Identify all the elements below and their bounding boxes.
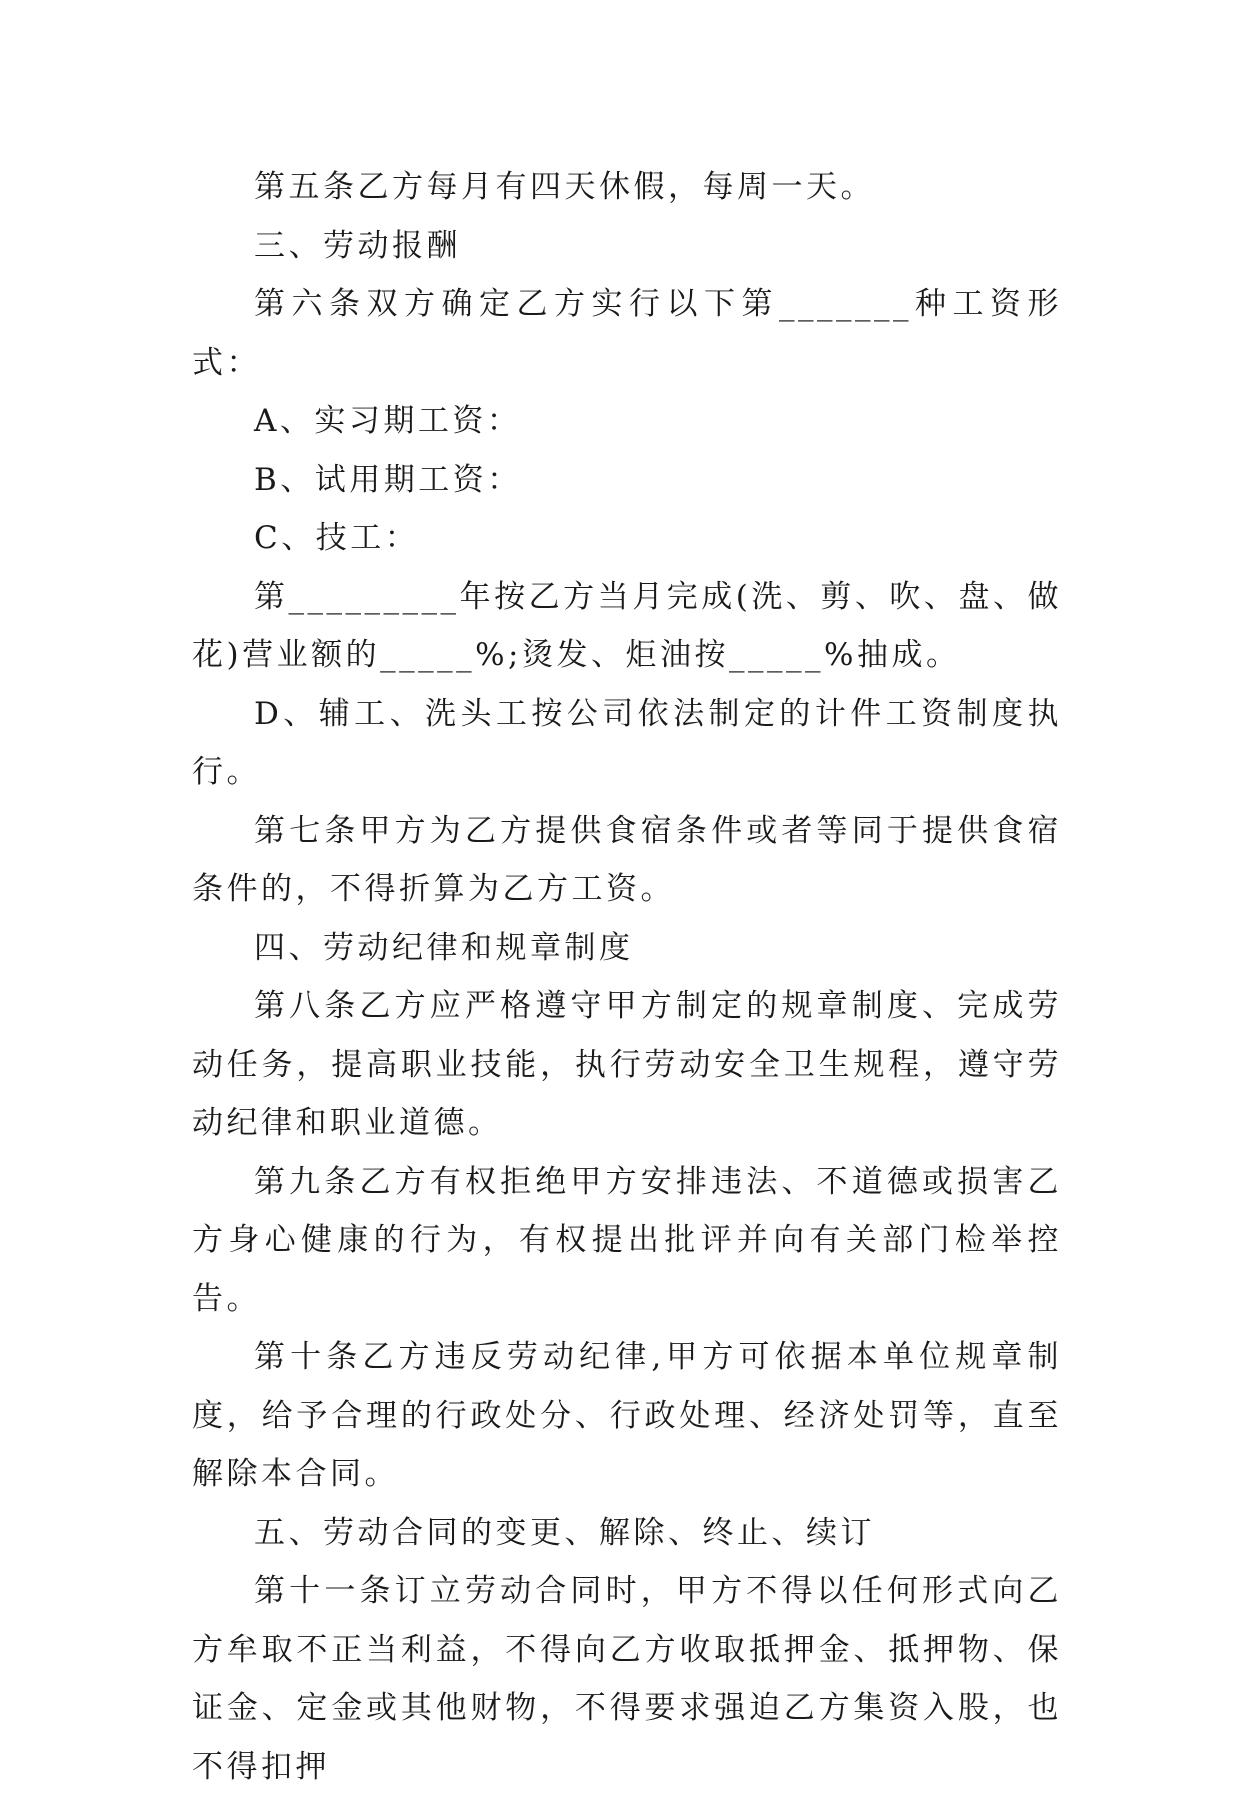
item-b-probation-wage: B、试用期工资： bbox=[254, 461, 522, 498]
section-heading-contract-changes: 五、劳动合同的变更、解除、终止、续订 bbox=[254, 1514, 875, 1551]
item-d-assistant: D、辅工、洗头工按公司依法制定的计件工资制度执行。 bbox=[192, 695, 1062, 790]
paragraph-commission: 第_________年按乙方当月完成(洗、剪、吹、盘、做花)营业额的_____%;烫发、炬油按_____%抽成。 bbox=[192, 578, 1062, 673]
item-c-technician: C、技工： bbox=[254, 520, 420, 556]
paragraph-article-11: 第十一条订立劳动合同时，甲方不得以任何形式向乙方牟取不正当利益，不得向乙方收取抵押金、抵押物、保证金、定金或其他财物，不得要求强迫乙方集资入股，也不得扣押 bbox=[192, 1573, 1062, 1785]
section-heading-labor-pay: 三、劳动报酬 bbox=[254, 227, 461, 264]
paragraph-article-6: 第六条双方确定乙方实行以下第_______种工资形式： bbox=[192, 286, 1062, 381]
paragraph-article-8: 第八条乙方应严格遵守甲方制定的规章制度、完成劳动任务，提高职业技能，执行劳动安全卫生规程，遵守劳动纪律和职业道德。 bbox=[192, 988, 1062, 1141]
document-body bbox=[192, 158, 1062, 1796]
item-a-intern-wage: A、实习期工资： bbox=[254, 403, 522, 439]
paragraph-article-5: 第五条乙方每月有四天休假，每周一天。 bbox=[254, 169, 875, 205]
paragraph-article-10: 第十条乙方违反劳动纪律,甲方可依据本单位规章制度，给予合理的行政处分、行政处理、经济处罚等，直至解除本合同。 bbox=[192, 1339, 1062, 1492]
paragraph-article-7: 第七条甲方为乙方提供食宿条件或者等同于提供食宿条件的，不得折算为乙方工资。 bbox=[192, 812, 1062, 907]
section-heading-discipline: 四、劳动纪律和规章制度 bbox=[254, 929, 634, 966]
paragraph-article-9: 第九条乙方有权拒绝甲方安排违法、不道德或损害乙方身心健康的行为，有权提出批评并向有关部门检举控告。 bbox=[192, 1163, 1062, 1317]
